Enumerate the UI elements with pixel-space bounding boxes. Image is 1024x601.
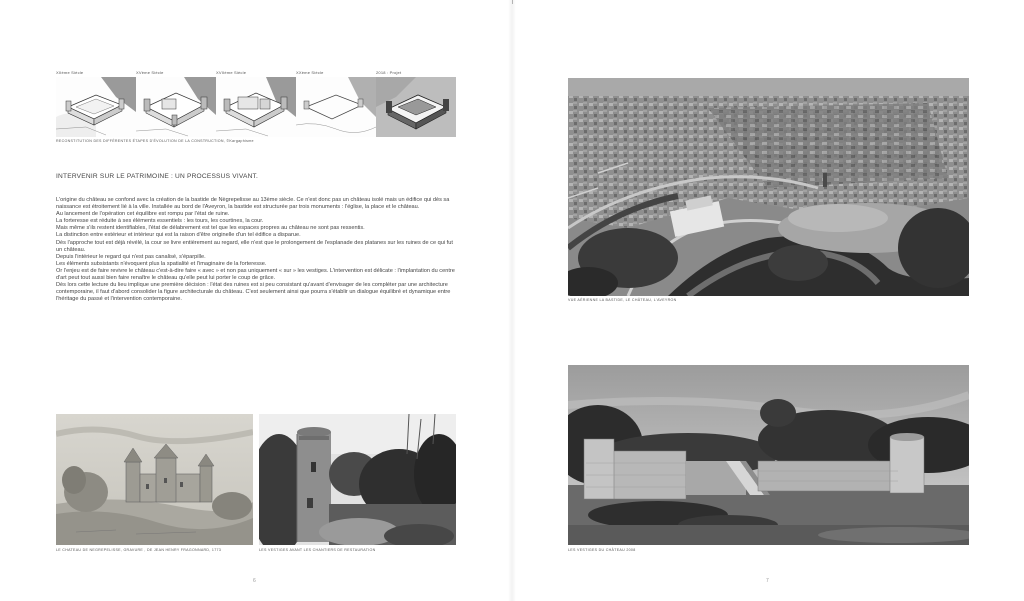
paragraph: Or l'enjeu est de faire revivre le château c'est-à-dire faire « avec » et non pas uniquement « sur » les vestiges. L'intervention est délicate : l'implantation du centre d'art peut tout aussi bien faire renaître le château qu'elle peut lui porter le coup de grâce. [56, 267, 455, 282]
evolution-sketch-strip [56, 70, 456, 138]
sketch-label: XVème Siècle [136, 70, 164, 75]
engraving-image [56, 414, 253, 545]
sketch-17th-century [216, 77, 296, 137]
aerial-caption: VUE AÉRIENNE LA BASTIDE, LE CHÂTEAU, L'AVEYRON [568, 298, 677, 302]
page-number: 6 [253, 578, 256, 584]
paragraph: Dès lors cette lecture du lieu implique une première décision : l'état des ruines est si peu consistant qu'avant d'envisager de les compléter par une architecture contemporaine, il faut d'abord consolider la figure architecturale du château. C'est seulement ainsi que pourra s'établir un dialogue équilibré et dynamique entre l'héritage du passé et l'intervention contemporaine. [56, 282, 451, 303]
ruins-before-caption: LES VESTIGES AVANT LES CHANTIERS DE RESTAURATION [259, 548, 376, 552]
paragraph: Mais même s'ils restent identifiables, l'état de délabrement est tel que les espaces propres au château ne sont pas ressentis. [56, 225, 365, 232]
paragraph: La distinction entre extérieur et intérieur qui est la raison d'être originelle d'un tel édifice a disparue. [56, 232, 301, 239]
sketch-label: XIIème Siècle [56, 70, 84, 75]
ruins-2008-caption: LES VESTIGES DU CHÂTEAU 2008 [568, 548, 636, 552]
sketch-label: 2018 : Projet [376, 70, 402, 75]
paragraph: Au lancement de l'opération cet équilibre est rompu par l'état de ruine. [56, 211, 230, 218]
sketch-20th-century [296, 77, 376, 137]
sketch-label: XXème Siècle [296, 70, 324, 75]
sketch-15th-century [136, 77, 216, 137]
paragraph: Dès l'approche tout est déjà révélé, la cour se livre entièrement au regard, elle n'est que le prolongement de l'esplanade des platanes sur les ruines de ce qui fut un château. [56, 239, 453, 253]
sketch-12th-century [56, 77, 136, 137]
paragraph: La forteresse est réduite à ses éléments essentiels : les tours, les courtines, la cour. [56, 218, 264, 225]
page-number: 7 [766, 578, 769, 584]
paragraph: Depuis l'intérieur le regard qui n'est pas canalisé, s'éparpille. [56, 253, 206, 260]
sketch-label: XVIIème Siècle [216, 70, 247, 75]
engraving-caption: LE CHATEAU DE NEGREPELISSE, GRAVURE , DE JEAN HENRY FRAGONNARD, 1773 [56, 548, 222, 552]
paragraph: Les éléments subsistants n'évoquent plus la spatialité et l'imaginaire de la forteresse. [56, 260, 267, 267]
evolution-caption: RECONSTITUTION DES DIFFÉRENTES ÉTAPES D'ÉVOLUTION DE LA CONSTRUCTION, ©Kargaphisme [56, 139, 254, 143]
sketch-2018-project [376, 77, 456, 137]
ruins-before-restoration-image [259, 414, 456, 545]
body-text [56, 197, 460, 303]
paragraph: L'origine du château se confond avec la création de la bastide de Nègrepelisse au 13ème siècle. Ce n'est donc pas un château isolé mais un édifice qui dès sa naissance est étroitement lié à la ville. Installée au bord de l'Aveyron, la bastide est structurée par trois monuments : l'église, la place et le château. [56, 197, 450, 211]
right-page [512, 0, 1024, 601]
section-heading: INTERVENIR SUR LE PATRIMOINE : UN PROCESSUS VIVANT. [56, 173, 259, 180]
ruins-2008-image [568, 365, 969, 545]
aerial-view-image [568, 78, 969, 296]
